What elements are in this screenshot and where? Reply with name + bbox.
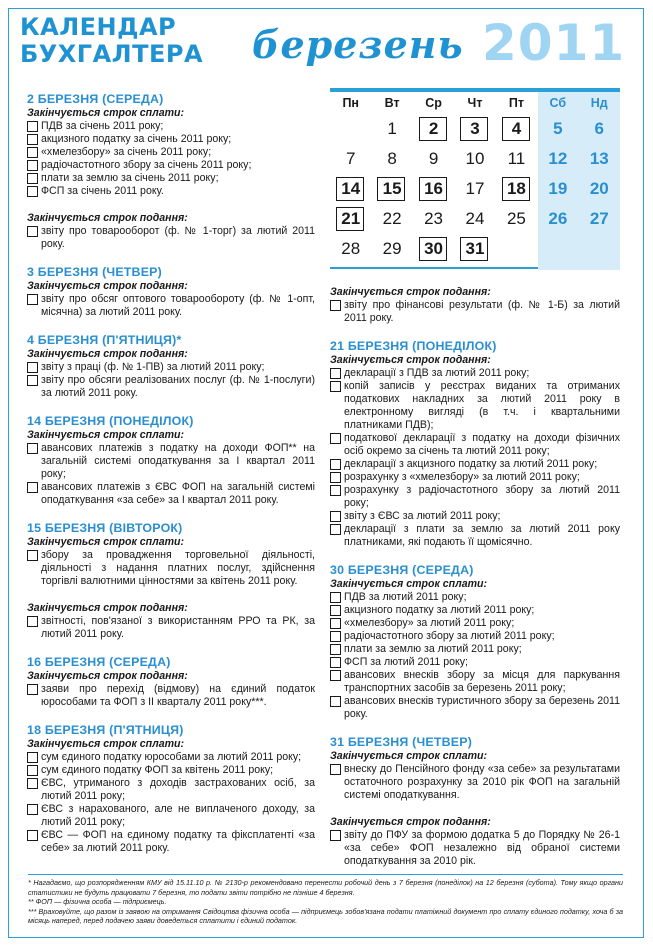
calendar-day [579,174,620,204]
checklist-item-text: авансових внесків збору за місця для паркування транспортних засобів за березень 2011 року; [344,669,620,694]
checklist-item [330,523,620,549]
calendar-empty-cell [330,114,371,144]
checkbox[interactable] [27,550,38,561]
checkbox[interactable] [330,485,341,496]
day-number: 19 [548,179,568,198]
checkbox[interactable] [27,830,38,841]
checkbox[interactable] [330,670,341,681]
month-title: березень [252,22,464,67]
checkbox[interactable] [27,375,38,386]
calendar-day [413,234,454,264]
day-number: 20 [589,179,609,198]
deadline-section [27,521,315,641]
deadline-section [330,735,620,868]
deadline-section [27,92,315,251]
checklist-item [330,763,620,802]
checkbox[interactable] [330,511,341,522]
day-number: 8 [387,149,397,168]
checklist-item-text: розрахунку з «хмелезбору» за лютий 2011 року; [344,471,580,483]
calendar-day [330,174,371,204]
checklist-item-text: внеску до Пенсійного фонду «за себе» за результатами остаточного розрахунку за 2010 рік ФОП на загальній системі оподаткування. [344,763,620,801]
calendar-day [537,114,578,144]
year-title: 2011 [482,14,626,72]
calendar-day [454,204,495,234]
checkbox[interactable] [27,684,38,695]
calendar-empty-cell [579,234,620,264]
checklist-item-text: звіту про фінансові результати (ф. № 1-Б) за лютий 2011 року. [344,299,620,324]
weekday-header: Пн [342,96,359,110]
checklist-item [27,829,315,855]
deadline-section [27,265,315,319]
checkbox[interactable] [27,752,38,763]
checkbox[interactable] [330,472,341,483]
weekday-header: Ср [425,96,442,110]
deadline-type-label: Закінчується строк сплати: [27,107,185,119]
checklist-item [27,751,315,764]
checkbox[interactable] [27,147,38,158]
checkbox[interactable] [330,381,341,392]
checklist-item-text: ПДВ за січень 2011 року; [41,120,164,132]
checklist-item [330,695,620,721]
calendar-day [579,144,620,174]
checkbox[interactable] [330,592,341,603]
checklist-item-text: авансових платежів з податку на доходи ФОП** на загальній системі оподаткування за І квартал 2011 року; [41,442,315,480]
checkbox[interactable] [27,778,38,789]
deadline-type-label: Закінчується строк подання: [27,212,188,224]
deadline-day-number: 4 [511,119,522,138]
left-column [27,92,315,869]
weekday-header: Вт [384,96,400,110]
section-date-title: 4 БЕРЕЗНЯ (П'ЯТНИЦЯ)* [27,333,182,347]
calendar-day [413,144,454,174]
day-number: 27 [589,209,609,228]
calendar-day [579,204,620,234]
checklist-item-text: звіту про обсяг оптового товарообороту (ф. № 1-опт, місячна) за лютий 2011 року. [41,293,315,318]
checklist-item [330,484,620,510]
deadline-day-number: 2 [428,119,439,138]
checklist-item [27,442,315,481]
checklist-item [27,185,315,198]
calendar-day [454,114,495,144]
calendar-empty-cell [537,234,578,264]
checklist-item-text: звіту до ПФУ за формою додатка 5 до Порядку № 26-1 «за себе» ФОП незалежно від обраної системи оподаткування за 2010 рік. [344,829,620,867]
checklist-item-text: звіту про обсяги реалізованих послуг (ф. № 1-послуги) за лютий 2011 року. [41,374,315,399]
deadline-day-number: 3 [470,119,480,138]
footnote: *** Враховуйте, що разом із заявою на отримання Свідоцтва фізична особа — підприємець зобов'язана подати платіжний документ про сплату єдиного податку, хоча б за місяць наперед, перед подачею заяви доведеться сплатити і єдиний податок. [28,906,623,926]
footnotes [28,874,623,926]
calendar-day [371,144,412,174]
checkbox[interactable] [27,482,38,493]
checkbox[interactable] [27,173,38,184]
checklist-item-text: радіочастотного збору за січень 2011 року; [41,159,252,171]
day-number: 6 [594,119,604,138]
section-date-title: 18 БЕРЕЗНЯ (П'ЯТНИЦЯ) [27,723,184,737]
deadline-section [330,339,620,549]
checklist-item [330,617,620,630]
section-date-title: 3 БЕРЕЗНЯ (ЧЕТВЕР) [27,265,162,279]
checklist-item [330,630,620,643]
day-number: 24 [465,209,485,228]
calendar-day [413,204,454,234]
checklist-item-text: плати за землю за січень 2011 року; [41,172,219,184]
checklist-item [27,225,315,251]
section-date-title: 14 БЕРЕЗНЯ (ПОНЕДІЛОК) [27,414,194,428]
checklist-item-text: розрахунку з радіочастотного збору за лютий 2011 року; [344,484,620,509]
weekday-header: Сб [549,96,567,110]
section-date-title: 16 БЕРЕЗНЯ (СЕРЕДА) [27,655,171,669]
deadline-day-number: 16 [424,179,444,198]
checklist-item [27,361,315,374]
checkbox[interactable] [330,618,341,629]
checklist-item [27,683,315,709]
deadline-day-number: 31 [465,239,485,258]
checklist-item-text: ЄВС — ФОП на єдиному податку та фіксплатенті «за себе» за лютий 2011 року. [41,829,315,854]
checklist-item [27,549,315,588]
checkbox[interactable] [330,644,341,655]
checkbox[interactable] [330,433,341,444]
checkbox[interactable] [330,764,341,775]
deadline-section [330,286,620,325]
month-calendar [330,88,620,270]
checklist-item-text: авансових внесків туристичного збору за березень 2011 року. [344,695,620,720]
calendar-day [454,144,495,174]
checklist-item-text: декларації з акцизного податку за лютий 2011 року; [344,458,598,470]
day-number: 10 [465,149,485,168]
checklist-item [330,829,620,868]
deadline-type-label: Закінчується строк сплати: [330,578,488,590]
calendar-empty-cell [496,234,537,264]
checklist-item-text: податкової декларації з податку на доходи фізичних осіб окремо за січень та лютий 2011 року; [344,432,620,457]
page-title [20,14,203,68]
calendar-day [537,174,578,204]
day-number: 22 [382,209,402,228]
checklist-item [27,159,315,172]
day-number: 25 [506,209,526,228]
checklist-item [330,458,620,471]
checklist-item-text: ЄВС з нарахованого, але не виплаченого доходу, за лютий 2011 року; [41,803,315,828]
checklist-item-text: акцизного податку за січень 2011 року; [41,133,232,145]
checkbox[interactable] [27,186,38,197]
footnote: ** ФОП — фізична особа — підприємець. [28,897,167,907]
deadline-section [27,723,315,855]
checkbox[interactable] [27,804,38,815]
day-number: 29 [382,239,402,258]
day-number: 5 [553,119,563,138]
deadline-section [27,333,315,400]
calendar-day [330,234,371,264]
checklist-item [330,591,620,604]
checkbox[interactable] [330,300,341,311]
deadline-day-number: 30 [424,239,444,258]
checkbox[interactable] [330,631,341,642]
checkbox[interactable] [27,121,38,132]
title-line-2: БУХГАЛТЕРА [20,40,204,68]
calendar-day [496,204,537,234]
deadline-type-label: Закінчується строк сплати: [330,750,488,762]
checklist-item [27,374,315,400]
checklist-item [330,380,620,432]
checklist-item [330,299,620,325]
weekday-header: Пт [508,96,524,110]
checklist-item-text: радіочастотного збору за лютий 2011 року; [344,630,555,642]
checkbox[interactable] [27,160,38,171]
checklist-item-text: копій записів у реєстрах виданих та отриманих податкових накладних за лютий 2011 року в електронному вигляді (в т.ч. і квартальними платниками ПДВ); [344,380,620,431]
deadline-type-label: Закінчується строк подання: [27,348,188,360]
deadline-section [330,563,620,721]
calendar-day [371,204,412,234]
checklist-item [330,656,620,669]
deadline-type-label: Закінчується строк подання: [330,286,491,298]
checkbox[interactable] [330,830,341,841]
section-date-title: 15 БЕРЕЗНЯ (ВІВТОРОК) [27,521,183,535]
deadline-day-number: 21 [341,209,361,228]
title-line-1: КАЛЕНДАР [20,13,177,41]
checklist-item-text: акцизного податку за лютий 2011 року; [344,604,535,616]
weekday-header: Чт [467,96,483,110]
checkbox[interactable] [330,696,341,707]
checklist-item-text: авансових платежів з ЄВС ФОП на загальній системі оподаткування «за себе» за І квартал 2011 року. [41,481,315,506]
deadline-type-label: Закінчується строк подання: [330,816,491,828]
deadline-section [27,655,315,709]
calendar-day [537,204,578,234]
deadline-day-number: 15 [382,179,402,198]
day-number: 13 [589,149,609,168]
checklist-item-text: сум єдиного податку ФОП за квітень 2011 року; [41,764,274,776]
checklist-item-text: ФСП за лютий 2011 року; [344,656,468,668]
day-number: 28 [341,239,361,258]
deadline-day-number: 14 [341,179,361,198]
calendar-day [413,174,454,204]
deadline-type-label: Закінчується строк подання: [27,602,188,614]
checklist-item [27,172,315,185]
checklist-item [330,604,620,617]
checklist-item-text: «хмелезбору» за лютий 2011 року; [344,617,515,629]
calendar-bottom-rule [330,267,538,269]
checklist-item [27,120,315,133]
checklist-item [330,669,620,695]
deadline-section [27,414,315,507]
day-number: 23 [424,209,444,228]
deadline-type-label: Закінчується строк сплати: [27,738,185,750]
checklist-item-text: ФСП за січень 2011 року. [41,185,164,197]
checkbox[interactable] [27,226,38,237]
checkbox[interactable] [27,616,38,627]
checklist-item [27,777,315,803]
checklist-item [27,293,315,319]
day-number: 17 [465,179,485,198]
deadline-type-label: Закінчується строк сплати: [27,429,185,441]
deadline-type-label: Закінчується строк подання: [330,354,491,366]
checklist-item [27,146,315,159]
calendar-day [537,144,578,174]
checklist-item [330,471,620,484]
checklist-item-text: звітності, пов'язаної з використанням РРО та РК, за лютий 2011 року. [41,615,315,640]
calendar-grid [330,92,620,264]
calendar-day [496,144,537,174]
checklist-item-text: плати за землю за лютий 2011 року; [344,643,522,655]
day-number: 26 [548,209,568,228]
day-number: 7 [345,149,356,168]
checkbox[interactable] [330,605,341,616]
checklist-item [330,643,620,656]
calendar-day [454,234,495,264]
checklist-item [27,481,315,507]
checkbox[interactable] [27,443,38,454]
section-date-title: 21 БЕРЕЗНЯ (ПОНЕДІЛОК) [330,339,497,353]
checklist-item-text: звіту з праці (ф. № 1-ПВ) за лютий 2011 року; [41,361,265,373]
checklist-item [330,432,620,458]
calendar-day [496,174,537,204]
section-date-title: 30 БЕРЕЗНЯ (СЕРЕДА) [330,563,474,577]
calendar-day [330,204,371,234]
checkbox[interactable] [330,524,341,535]
calendar-day [496,114,537,144]
day-number: 12 [548,149,568,168]
calendar-day [330,144,371,174]
deadline-type-label: Закінчується строк подання: [27,670,188,682]
calendar-day [454,174,495,204]
checklist-item-text: звіту про товарооборот (ф. № 1-торг) за лютий 2011 року. [41,225,315,250]
calendar-day [413,114,454,144]
checkbox[interactable] [27,362,38,373]
section-date-title: 2 БЕРЕЗНЯ (СЕРЕДА) [27,92,164,106]
deadline-type-label: Закінчується строк подання: [27,280,188,292]
section-date-title: 31 БЕРЕЗНЯ (ЧЕТВЕР) [330,735,473,749]
checklist-item-text: сум єдиного податку юрособами за лютий 2011 року; [41,751,302,763]
checklist-item-text: декларації з плати за землю за лютий 2011 року платниками, які подають її щомісячно. [344,523,620,548]
deadline-type-label: Закінчується строк сплати: [27,536,185,548]
deadline-day-number: 18 [506,179,526,198]
checklist-item-text: декларації з ПДВ за лютий 2011 року; [344,367,530,379]
checklist-item [27,615,315,641]
calendar-day [371,174,412,204]
weekday-header: Нд [590,96,608,110]
checklist-item-text: ПДВ за лютий 2011 року; [344,591,467,603]
checklist-item [27,803,315,829]
calendar-day [579,114,620,144]
checkbox[interactable] [27,294,38,305]
day-number: 1 [387,119,397,138]
checklist-item-text: «хмелезбору» за січень 2011 року; [41,146,212,158]
checkbox[interactable] [330,368,341,379]
checkbox[interactable] [330,459,341,470]
checklist-item-text: збору за провадження торговельної діяльності, діяльності з надання платних послуг, здійснення торгівлі валютними цінностями за квітень 2011 року. [41,549,315,587]
day-number: 9 [428,149,439,168]
calendar-day [371,114,412,144]
right-column [330,285,620,882]
checklist-item-text: заяви про перехід (відмову) на єдиний податок юрособами та ФОП з ІІ кварталу 2011 року***. [41,683,315,708]
calendar-day [371,234,412,264]
checklist-item [27,764,315,777]
day-number: 11 [507,149,526,168]
checklist-item-text: ЄВС, утриманого з доходів застрахованих осіб, за лютий 2011 року; [41,777,315,802]
checkbox[interactable] [330,657,341,668]
checkbox[interactable] [27,765,38,776]
checklist-item [330,510,620,523]
checklist-item [330,367,620,380]
checklist-item [27,133,315,146]
checkbox[interactable] [27,134,38,145]
footnote: * Нагадаємо, що розпорядженням КМУ від 15.11.10 р. № 2130-р рекомендовано перенести робочий день з 7 березня (понеділок) на 12 березня (субота). Тому якщо органи статистики не будуть працювати 7 березня, то подати звіти потрібно не пізніше 4 березня. [28,878,623,897]
checklist-item-text: звіту з ЄВС за лютий 2011 року; [344,510,501,522]
